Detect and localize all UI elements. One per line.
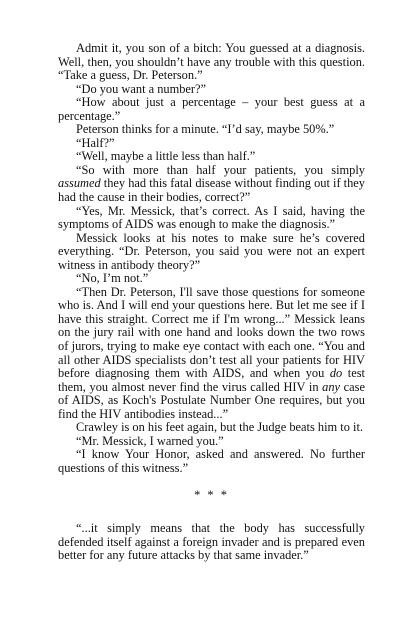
paragraph-text: Admit it, you son of a bitch: You guessed at a diagnosis. Well, then, you shouldn’t have any trouble with this question. “Take a guess, Dr. Peterson.” bbox=[58, 41, 365, 83]
paragraph-14 bbox=[58, 448, 365, 475]
paragraph-text: Crawley is on his feet again, but the Judge beats him to it. bbox=[76, 420, 363, 435]
paragraph-text: “Half?” bbox=[76, 135, 115, 150]
paragraph-text: “Then Dr. Peterson, I'll save those questions for someone who is. And I will end your questions here. But let me see if I have this straight. Correct me if I'm wrong...” Messick leans on the jury rail with one hand and looks down the two rows of jurors, trying to make eye contact with each one. “You and all other AIDS specialists don’t test all your patients for HIV before diagnosing them with AIDS, and when you bbox=[58, 284, 365, 381]
paragraph-text: “Yes, Mr. Messick, that’s correct. As I said, having the symptoms of AIDS was enough to make the diagnosis.” bbox=[58, 203, 365, 232]
paragraph-12 bbox=[58, 421, 365, 435]
paragraph-6 bbox=[58, 150, 365, 164]
paragraph-text: they had this fatal disease without finding out if they had the cause in their bodies, correct?” bbox=[58, 176, 365, 205]
italic-emphasis: assumed bbox=[58, 176, 101, 191]
paragraph-text: “Do you want a number?” bbox=[76, 81, 207, 96]
paragraph-text: test them, you almost never find the virus called HIV in bbox=[58, 366, 366, 394]
paragraph-11 bbox=[58, 286, 365, 421]
paragraph-10 bbox=[58, 272, 365, 286]
paragraph-text: Messick looks at his notes to make sure he’s covered everything. “Dr. Peterson, you said you were not an expert witness in antibody theory?” bbox=[58, 230, 365, 272]
paragraph-text: Peterson thinks for a minute. “I’d say, maybe 50%.” bbox=[76, 122, 335, 137]
paragraph-5 bbox=[58, 137, 365, 151]
paragraph-text: “I know Your Honor, asked and answered. No further questions of this witness.” bbox=[58, 447, 365, 475]
paragraph-text: “No, I’m not.” bbox=[76, 271, 149, 286]
book-page bbox=[58, 42, 365, 563]
paragraph-text: “Mr. Messick, I warned you.” bbox=[76, 433, 224, 448]
paragraph-text: case of AIDS, as Koch's Postulate Number One requires, but you find the HIV antibodies instead...” bbox=[58, 379, 365, 421]
paragraph-4 bbox=[58, 123, 365, 137]
scene-break: * * * bbox=[194, 487, 229, 502]
paragraph-2 bbox=[58, 83, 365, 97]
paragraph-text: “So with more than half your patients, you simply bbox=[76, 162, 365, 177]
paragraph-7 bbox=[58, 164, 365, 205]
paragraph-1 bbox=[58, 42, 365, 83]
italic-emphasis: any bbox=[322, 379, 341, 394]
paragraph-9 bbox=[58, 232, 365, 273]
paragraph-3 bbox=[58, 96, 365, 123]
paragraph-text: “Well, maybe a little less than half.” bbox=[76, 149, 256, 164]
paragraph-13 bbox=[58, 435, 365, 449]
italic-emphasis: do bbox=[329, 366, 343, 381]
paragraph-8 bbox=[58, 205, 365, 232]
closing-paragraph: “...it simply means that the body has successfully defended itself against a foreign invader and is prepared even better for any future attacks by that same invader.” bbox=[58, 521, 365, 563]
paragraph-text: “How about just a percentage – your best guess at a percentage.” bbox=[58, 95, 365, 123]
